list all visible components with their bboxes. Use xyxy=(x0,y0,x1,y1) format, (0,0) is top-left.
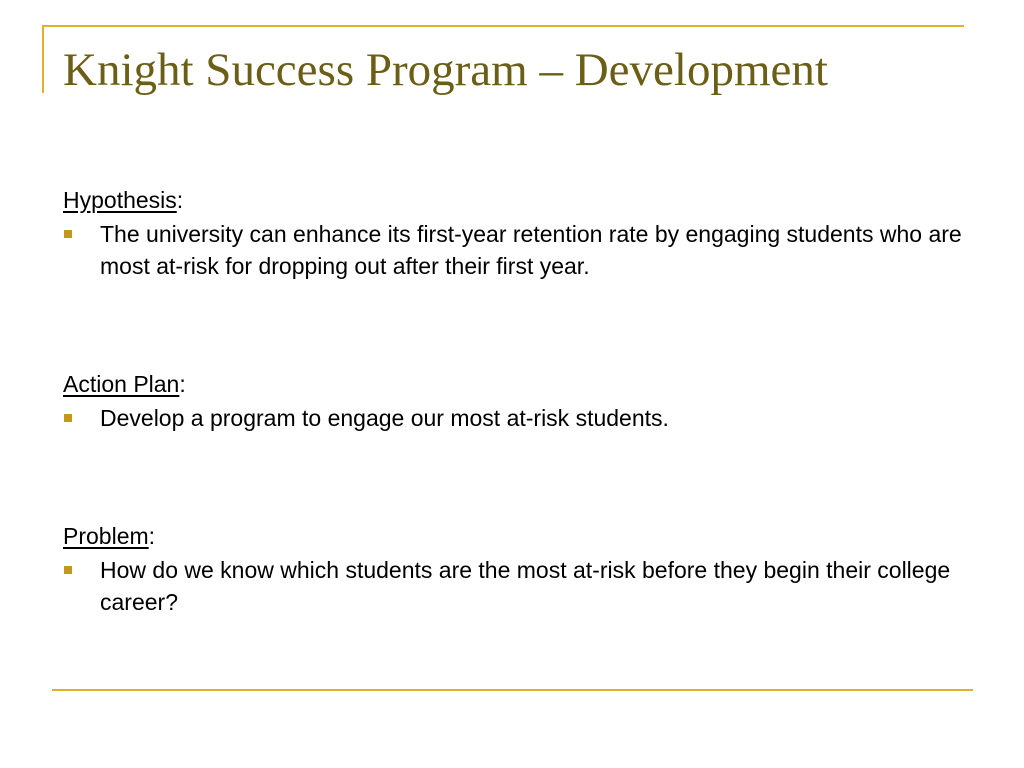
bullet-item xyxy=(63,402,963,434)
section-heading-label: Action Plan xyxy=(63,371,180,397)
section-heading-label: Problem xyxy=(63,523,149,549)
slide-title: Knight Success Program – Development xyxy=(63,44,828,96)
slide-body xyxy=(63,184,963,618)
bullet-item xyxy=(63,554,963,618)
spacer xyxy=(63,282,963,368)
section-heading-colon: : xyxy=(148,523,156,549)
section-heading xyxy=(63,368,963,400)
spacer xyxy=(63,434,963,520)
section-heading-label: Hypothesis xyxy=(63,187,177,213)
section-action-plan xyxy=(63,368,963,434)
section-heading-colon: : xyxy=(176,187,184,213)
frame-top-rule xyxy=(42,25,964,27)
frame-left-rule xyxy=(42,25,44,93)
frame-bottom-rule xyxy=(52,689,973,691)
bullet-text: How do we know which students are the most at-risk before they begin their college career? xyxy=(100,557,951,615)
square-bullet-icon xyxy=(64,566,72,574)
section-heading xyxy=(63,520,963,552)
section-heading-colon: : xyxy=(179,371,186,397)
square-bullet-icon xyxy=(64,414,72,422)
section-problem xyxy=(63,520,963,618)
bullet-text: The university can enhance its first-year retention rate by engaging students who are most at-risk for dropping out after their first year. xyxy=(100,221,962,279)
bullet-text: Develop a program to engage our most at-risk students. xyxy=(100,405,669,431)
section-hypothesis xyxy=(63,184,963,282)
section-heading xyxy=(63,184,963,216)
square-bullet-icon xyxy=(64,230,72,238)
bullet-item xyxy=(63,218,963,282)
